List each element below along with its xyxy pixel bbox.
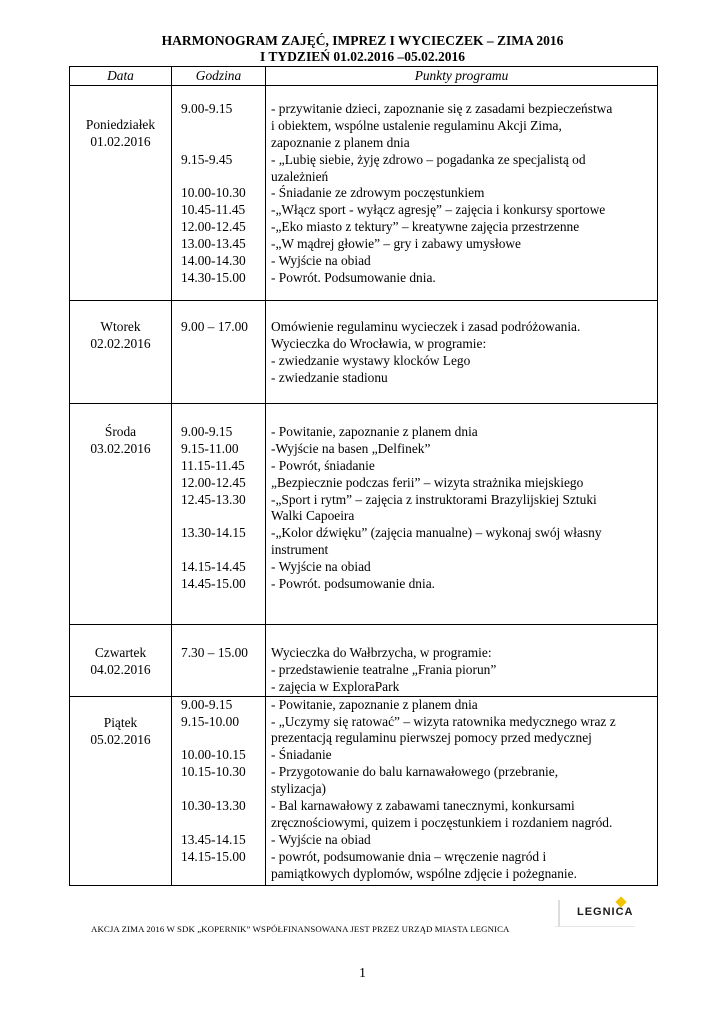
day-date: 04.02.2016 [90,661,151,677]
table-row [70,625,658,697]
schedule-table [69,66,658,886]
time-slot: 12.45-13.30 [181,491,246,507]
day-name: Piątek [103,714,138,730]
program-item: -Wyjście na basen „Delfinek” [271,440,431,456]
program-item: i obiektem, wspólne ustalenie regulaminu Akcji Zima, [271,117,562,133]
program-item: - Przygotowanie do balu karnawałowego (przebranie, [271,764,559,780]
program-item: - Śniadanie [271,747,332,763]
program-item: - Wyjście na obiad [271,559,371,575]
day-name: Wtorek [100,319,141,334]
time-slot: 12.00-12.45 [181,219,246,235]
time-slot: 10.00-10.30 [181,185,246,201]
program-cell [266,404,658,625]
table-header-row [70,67,658,86]
program-item: - Powitanie, zapoznanie z planem dnia [271,424,478,439]
page-number: 1 [359,966,366,981]
time-slot: 9.15-11.00 [181,440,239,456]
day-cell [70,625,172,697]
day-date: 03.02.2016 [90,440,151,456]
program-item: instrument [271,542,329,558]
program-item: -„Eko miasto z tektury” – kreatywne zajęcia przestrzenne [271,219,580,235]
time-slot: 9.00-9.15 [181,101,233,116]
program-item: - przywitanie dzieci, zapoznanie się z zasadami bezpieczeństwa [271,101,613,116]
time-slot [181,508,265,525]
program-item: „Bezpiecznie podczas ferii” – wizyta strażnika miejskiego [271,474,584,490]
day-name: Poniedziałek [85,117,156,132]
document-title: HARMONOGRAM ZAJĘĆ, IMPREZ I WYCIECZEK – ZIMA 2016 [161,33,564,48]
program-item: - „Lubię siebie, żyję zdrowo – pogadanka ze specjalistą od [271,151,586,167]
time-slot: 10.00-10.15 [181,747,246,763]
program-item: - Wyjście na obiad [271,253,371,269]
program-item: -„Sport i rytm” – zajęcia z instruktorami Brazylijskiej Sztuki [271,491,597,507]
time-slot [181,815,265,832]
time-slot: 9.15-10.00 [181,713,240,729]
program-item: Omówienie regulaminu wycieczek i zasad podróżowania. [271,319,581,334]
time-slot: 9.00-9.15 [181,424,233,439]
program-item: -„Kolor dźwięku” (zajęcia manualne) – wykonaj swój własny [271,525,602,541]
time-slot: 14.15-15.00 [181,848,246,864]
program-item: uzależnień [271,168,329,184]
time-slot: 11.15-11.45 [181,457,245,473]
time-slot: 13.00-13.45 [181,236,246,252]
time-slot: 14.15-14.45 [181,559,246,575]
table-row [70,86,658,301]
day-cell [70,404,172,625]
program-item: zapoznanie z planem dnia [271,134,410,150]
program-item: Wycieczka do Wrocławia, w programie: [271,335,487,351]
program-item: - Powrót. podsumowanie dnia. [271,576,436,592]
time-slot: 10.15-10.30 [181,764,246,780]
time-slot: 9.00-9.15 [181,696,233,712]
time-slot: 14.45-15.00 [181,576,246,592]
program-item: - powrót, podsumowanie dnia – wręczenie nagród i [271,848,547,864]
time-slot: 13.45-14.15 [181,831,246,847]
time-cell [172,696,266,885]
time-cell [172,301,266,404]
time-slot [181,135,265,152]
header-program: Punkty programu [266,67,658,86]
program-item: - Śniadanie ze zdrowym poczęstunkiem [271,185,485,201]
program-item: -„W mądrej głowie” – gry i zabawy umysłowe [271,236,522,252]
program-item: zręcznościowymi, quizem i poczęstunkiem i rozdaniem nagród. [271,814,613,830]
program-item: - przedstawienie teatralne „Frania piorun” [271,661,497,677]
program-cell [266,301,658,404]
time-slot [181,781,265,798]
program-item: Walki Capoeira [271,508,355,524]
time-slot: 10.45-11.45 [181,202,246,218]
time-slot: 13.30-14.15 [181,525,246,541]
time-slot [181,118,265,135]
time-slot [181,542,265,559]
day-date: 01.02.2016 [90,133,151,149]
time-slot: 9.00 – 17.00 [181,319,248,334]
time-slot: 9.15-9.45 [181,151,233,167]
program-item: - Powitanie, zapoznanie z planem dnia [271,696,478,712]
header-time: Godzina [172,67,266,86]
program-cell [266,625,658,697]
day-cell [70,86,172,301]
program-item: - Wyjście na obiad [271,831,371,847]
table-row [70,404,658,625]
program-cell [266,696,658,885]
time-slot: 10.30-13.30 [181,798,246,814]
program-item: prezentacją regulaminu pierwszej pomocy przed medycznej [271,730,592,746]
program-item: - zwiedzanie wystawy klocków Lego [271,352,471,368]
table-row [70,696,658,885]
time-cell [172,625,266,697]
table-row [70,301,658,404]
time-slot: 7.30 – 15.00 [181,645,248,660]
program-item: - zwiedzanie stadionu [271,369,388,385]
day-name: Środa [104,424,137,439]
day-date: 05.02.2016 [90,731,151,747]
program-item: - Bal karnawałowy z zabawami tanecznymi, konkursami [271,798,575,814]
day-name: Czwartek [94,645,147,660]
program-item: stylizacja) [271,781,327,797]
time-slot: 14.30-15.00 [181,269,246,285]
legnica-logo [555,896,635,932]
program-cell [266,86,658,301]
program-item: - Powrót, śniadanie [271,457,375,473]
time-slot [181,169,265,186]
program-item: - „Uczymy się ratować” – wizyta ratownika medycznego wraz z [271,713,616,729]
footer-note: AKCJA ZIMA 2016 W SDK „KOPERNIK” WSPÓŁFINANSOWANA JEST PRZEZ URZĄD MIASTA LEGNICA [91,924,510,934]
day-date: 02.02.2016 [90,335,151,351]
time-slot [181,730,265,747]
day-cell [70,696,172,885]
day-cell [70,301,172,404]
program-item: pamiątkowych dyplomów, wspólne zdjęcie i pożegnanie. [271,865,577,881]
logo-text: LEGNICA [577,906,634,918]
time-cell [172,404,266,625]
program-item: - zajęcia w ExploraPark [271,678,400,694]
document-subtitle: I TYDZIEŃ 01.02.2016 –05.02.2016 [260,49,465,64]
header-date: Data [70,67,172,86]
time-cell [172,86,266,301]
program-item: -„Włącz sport - wyłącz agresję” – zajęcia i konkursy sportowe [271,202,606,218]
program-item: Wycieczka do Wałbrzycha, w programie: [271,645,492,660]
time-slot: 14.00-14.30 [181,253,246,269]
time-slot: 12.00-12.45 [181,474,246,490]
program-item: - Powrót. Podsumowanie dnia. [271,269,436,285]
